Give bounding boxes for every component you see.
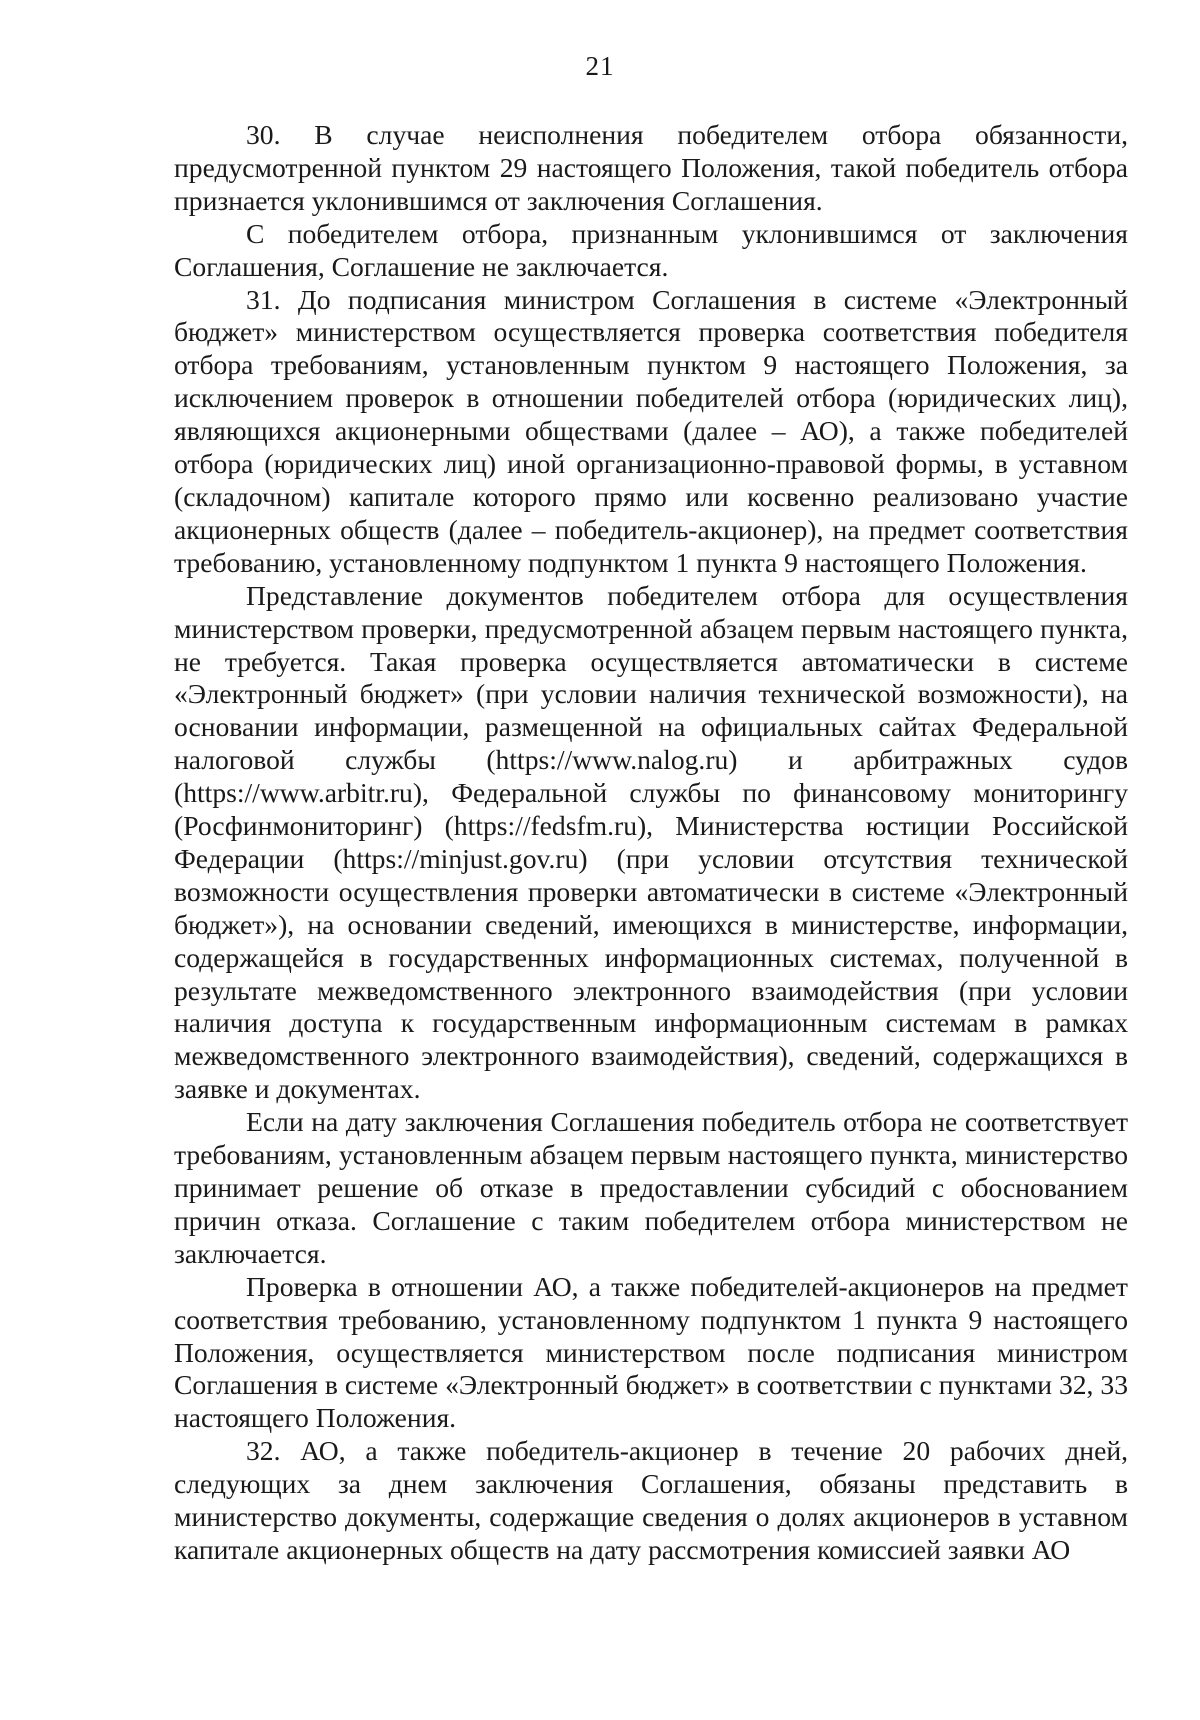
paragraph-30: 30. В случае неисполнения победителем отбора обязанности, предусмотренной пунктом 29 настоящего Положения, такой победитель отбора признается уклонившимся от заключения Соглашения. bbox=[174, 119, 1128, 216]
paragraph-30-refusal: С победителем отбора, признанным уклонившимся от заключения Соглашения, Соглашение не заключается. bbox=[174, 217, 1128, 282]
paragraph-31-verification: Представление документов победителем отбора для осуществления министерством проверки, предусмотренной абзацем первым настоящего пункта, не требуется. Такая проверка осуществляется автоматически в системе «Электронный бюджет» (при условии наличия технической возможности), на основании информации, размещенной на официальных сайтах Федеральной налоговой службы (https://www.nalog.ru) и арбитражных судов (https://www.arbitr.ru), Федеральной службы по финансовому мониторингу (Росфинмониторинг) (https://fedsfm.ru), Министерства юстиции Российской Федерации (https://minjust.gov.ru) (при условии отсутствия технической возможности осуществления проверки автоматически в системе «Электронный бюджет»), на основании сведений, имеющихся в министерстве, информации, содержащейся в государственных информационных системах, полученной в результате межведомственного электронного взаимодействия (при условии наличия доступа к государственным информационным системам в рамках межведомственного электронного взаимодействия), сведений, содержащихся в заявке и документах. bbox=[174, 579, 1128, 1105]
document-body bbox=[174, 119, 1128, 1567]
paragraph-31-ao-check: Проверка в отношении АО, а также победителей-акционеров на предмет соответствия требованию, установленному подпунктом 1 пункта 9 настоящего Положения, осуществляется министерством после подписания министром Соглашения в системе «Электронный бюджет» в соответствии с пунктами 32, 33 настоящего Положения. bbox=[174, 1270, 1128, 1434]
paragraph-31-noncompliance: Если на дату заключения Соглашения победитель отбора не соответствует требованиям, установленным абзацем первым настоящего пункта, министерство принимает решение об отказе в предоставлении субсидий с обоснованием причин отказа. Соглашение с таким победителем отбора министерством не заключается. bbox=[174, 1106, 1128, 1269]
paragraph-32: 32. АО, а также победитель-акционер в течение 20 рабочих дней, следующих за днем заключения Соглашения, обязаны представить в министерство документы, содержащие сведения о долях акционеров в уставном капитале акционерных обществ на дату рассмотрения комиссией заявки АО bbox=[174, 1435, 1128, 1565]
paragraph-31: 31. До подписания министром Соглашения в системе «Электронный бюджет» министерством осуществляется проверка соответствия победителя отбора требованиям, установленным пунктом 9 настоящего Положения, за исключением проверок в отношении победителей отбора (юридических лиц), являющихся акционерными обществами (далее – АО), а также победителей отбора (юридических лиц) иной организационно-правовой формы, в уставном (складочном) капитале которого прямо или косвенно реализовано участие акционерных обществ (далее – победитель-акционер), на предмет соответствия требованию, установленному подпунктом 1 пункта 9 настоящего Положения. bbox=[174, 283, 1128, 578]
page-number: 21 bbox=[585, 51, 615, 81]
